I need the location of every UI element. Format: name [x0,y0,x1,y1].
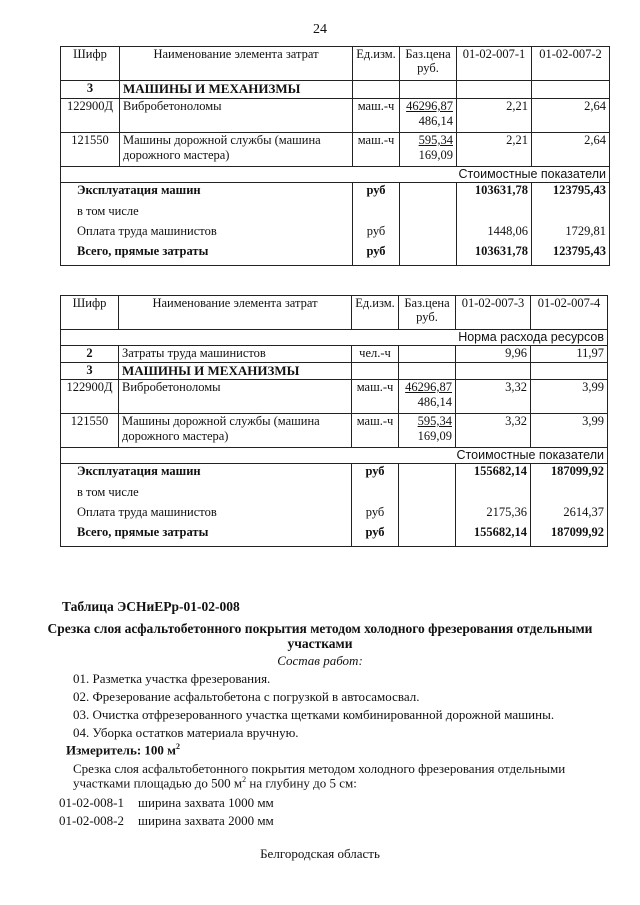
row-name: Машины дорожной службы (машина [123,133,321,147]
item-text: ширина захвата 2000 мм [138,813,274,828]
description-sup: 2 [242,775,247,784]
item-code: 01-02-008-1 [59,795,124,810]
section-name: МАШИНЫ И МЕХАНИЗМЫ [120,81,353,99]
table-row [61,346,608,363]
row-name: Вибробетоноломы [119,380,352,414]
summary-label: в том числе [61,485,352,505]
section-code: 3 [61,363,119,380]
summary-label: Оплата труда машинистов [61,505,352,525]
summary-row [61,204,610,224]
summary-value-2: 187099,92 [531,464,608,485]
norm-label: Норма расхода ресурсов [61,330,608,346]
works-title: Состав работ: [277,653,363,668]
resource-table-1 [60,46,610,266]
footer-region: Белгородская область [260,846,380,861]
row-unit: маш.-ч [353,133,400,167]
row-unit: маш.-ч [352,380,399,414]
section-heading-line-2: участками [287,636,353,651]
summary-label: Всего, прямые затраты [61,525,352,547]
summary-unit: руб [353,244,400,266]
summary-row [61,464,608,485]
row-value-1: 2,21 [457,99,532,133]
work-item: 02. Фрезерование асфальтобетона с погрузкой в автосамосвал. [73,689,420,704]
row-unit: маш.-ч [353,99,400,133]
summary-unit: руб [352,505,399,525]
summary-row [61,183,610,204]
header-col-3: 01-02-007-3 [456,296,531,330]
table-title: Таблица ЭСНиЕРр-01-02-008 [62,599,240,614]
row-name-cont: дорожного мастера) [122,429,229,443]
row-price-2: 486,14 [417,395,452,409]
table-row [61,414,608,448]
header-col-4: 01-02-007-4 [531,296,608,330]
row-price-1: 46296,87 [405,380,452,394]
row-value-2: 2,64 [532,99,610,133]
row-code: 122900Д [61,99,120,133]
row-unit: маш.-ч [352,414,399,448]
summary-row [61,485,608,505]
summary-label: в том числе [61,204,353,224]
summary-unit: руб [353,183,400,204]
cost-indicators-label: Стоимостные показатели [61,167,610,183]
summary-value-2: 123795,43 [532,244,610,266]
header-col-2: 01-02-007-2 [532,47,610,81]
work-item: 01. Разметка участка фрезерования. [73,671,271,686]
resource-table-2 [60,295,608,547]
section-name: МАШИНЫ И МЕХАНИЗМЫ [119,363,352,380]
summary-value-2: 2614,37 [531,505,608,525]
summary-value-2: 123795,43 [532,183,610,204]
row-name: Вибробетоноломы [120,99,353,133]
meter-sup: 2 [176,742,181,751]
header-price: Баз.цена руб. [400,47,457,81]
header-name: Наименование элемента затрат [120,47,353,81]
page-number: 24 [313,22,327,37]
summary-label: Оплата труда машинистов [61,224,353,244]
row-value-1: 3,32 [456,414,531,448]
row-code: 122900Д [61,380,119,414]
row-value-1: 2,21 [457,133,532,167]
row-code: 121550 [61,133,120,167]
summary-label: Всего, прямые затраты [61,244,353,266]
cost-indicators-label: Стоимостные показатели [61,448,608,464]
summary-value-1: 1448,06 [457,224,532,244]
summary-unit: руб [352,525,399,547]
row-value-2: 11,97 [531,346,608,363]
header-code: Шифр [61,47,120,81]
row-price-2: 486,14 [418,114,453,128]
summary-value-2: 1729,81 [532,224,610,244]
table-row [61,99,610,133]
row-name-cont: дорожного мастера) [123,148,230,162]
header-name: Наименование элемента затрат [119,296,352,330]
work-item: 03. Очистка отфрезерованного участка щетками комбинированной дорожной машины. [73,707,555,722]
summary-row [61,505,608,525]
row-value-2: 2,64 [532,133,610,167]
summary-row [61,525,608,547]
header-price: Баз.цена руб. [399,296,456,330]
work-item: 04. Уборка остатков материала вручную. [73,725,299,740]
summary-value-1: 103631,78 [457,183,532,204]
summary-value-1: 2175,36 [456,505,531,525]
row-price-1: 46296,87 [406,99,453,113]
row-code: 121550 [61,414,119,448]
row-unit: чел.-ч [352,346,399,363]
item-row [59,795,274,811]
header-col-1: 01-02-007-1 [457,47,532,81]
description-text-end: на глубину до 5 см: [246,775,357,791]
table-row [61,133,610,167]
header-unit: Ед.изм. [352,296,399,330]
row-price-2: 169,09 [417,429,452,443]
row-value-1: 3,32 [456,380,531,414]
summary-unit: руб [353,224,400,244]
row-price-2: 169,09 [418,148,453,162]
row-price-1: 595,34 [417,414,452,428]
row-code: 2 [61,346,119,363]
item-row [59,813,274,829]
item-code: 01-02-008-2 [59,813,124,828]
row-name: Машины дорожной службы (машина [122,414,320,428]
meter-label [66,742,180,758]
row-price-1: 595,34 [418,133,453,147]
row-value-2: 3,99 [531,380,608,414]
table-row [61,380,608,414]
section-heading-line-1: Срезка слоя асфальтобетонного покрытия методом холодного фрезерования отдельными [47,621,593,636]
summary-value-1: 155682,14 [456,464,531,485]
row-value-1: 9,96 [456,346,531,363]
header-code: Шифр [61,296,119,330]
section-code: 3 [61,81,120,99]
header-unit: Ед.изм. [353,47,400,81]
description-line-2 [73,775,357,791]
summary-unit: руб [352,464,399,485]
meter-text: Измеритель: 100 м [66,742,177,758]
row-value-2: 3,99 [531,414,608,448]
summary-label: Эксплуатация машин [61,183,353,204]
summary-value-1: 155682,14 [456,525,531,547]
summary-value-2: 187099,92 [531,525,608,547]
description-text: участками площадью до 500 м [73,775,243,791]
item-text: ширина захвата 1000 мм [138,795,274,810]
summary-value-1: 103631,78 [457,244,532,266]
row-name: Затраты труда машинистов [119,346,352,363]
summary-row [61,224,610,244]
summary-row [61,244,610,266]
description-line-1: Срезка слоя асфальтобетонного покрытия методом холодного фрезерования отдельными [73,761,566,776]
summary-label: Эксплуатация машин [61,464,352,485]
